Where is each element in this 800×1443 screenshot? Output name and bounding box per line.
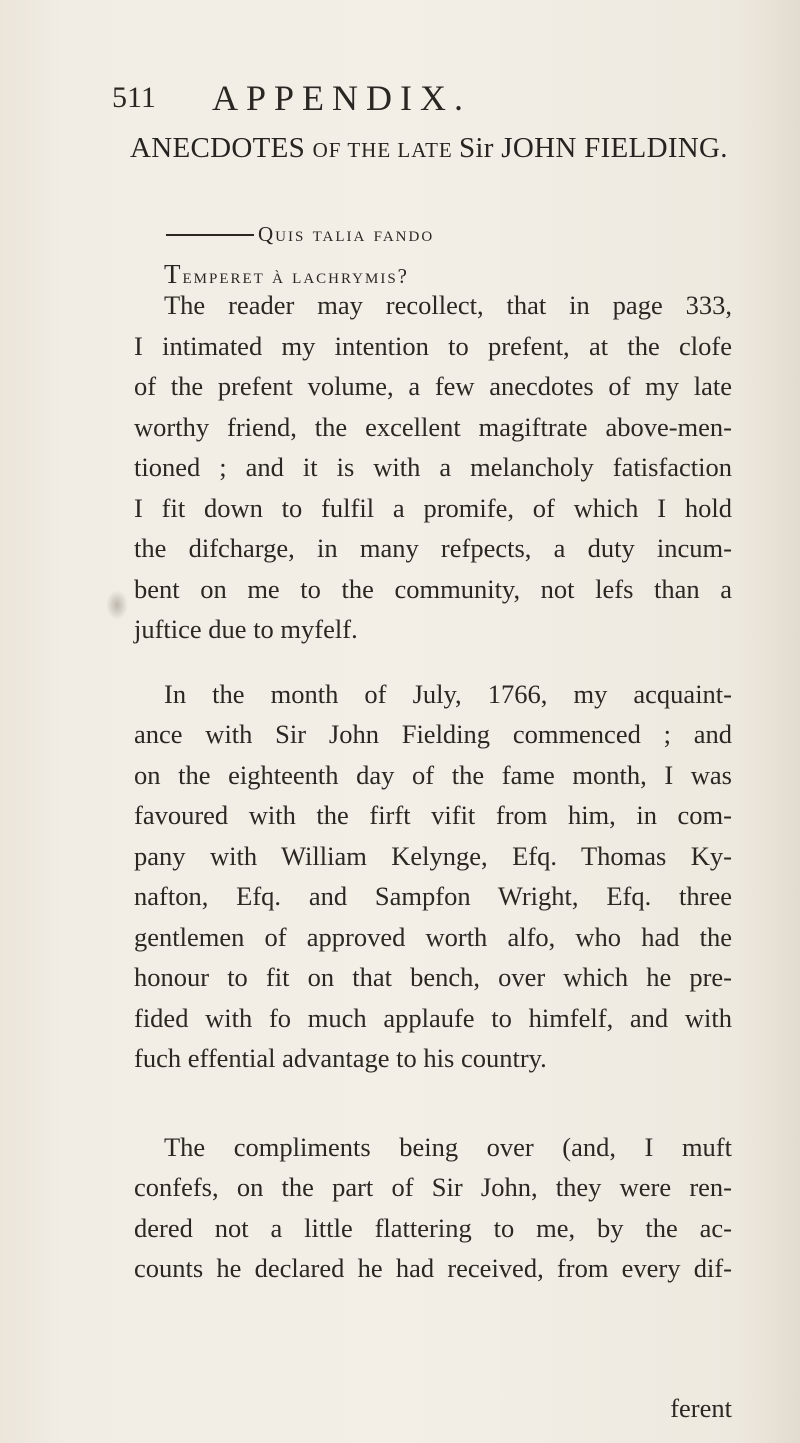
epigraph-initial: T (164, 259, 183, 289)
text-line: honour to fit on that bench, over which he pre- (134, 962, 732, 992)
text-line: The compliments being over (and, I muft (164, 1131, 732, 1162)
title-part-of-the-late: OF THE LATE (312, 138, 459, 162)
text-line: fided with fo much applaufe to himfelf, and with (134, 1002, 732, 1033)
text-line: favoured with the firft vifit from him, in com- (134, 800, 732, 830)
text-line: juftice due to myfelf. (134, 614, 358, 644)
text-line: In the month of July, 1766, my acquaint- (164, 678, 732, 709)
page-header (112, 78, 712, 128)
body-text (134, 285, 732, 1289)
text-line: fuch effential advantage to his country. (134, 1043, 547, 1073)
section-title (130, 130, 728, 168)
title-part-name: JOHN FIELDING. (501, 132, 728, 164)
epigraph-line-2-text: emperet à lachrymis? (182, 264, 410, 288)
text-line: confefs, on the part of Sir John, they were ren- (134, 1172, 732, 1202)
running-head: APPENDIX. (212, 78, 472, 118)
epigraph-dash (166, 234, 254, 236)
paragraph-1 (134, 285, 732, 650)
text-line: of the prefent volume, a few anecdotes of my late (134, 371, 732, 401)
epigraph-line-1 (166, 214, 434, 254)
text-line: I fit down to fulfil a promife, of which I hold (134, 492, 732, 523)
text-line: ance with Sir John Fielding commenced ; and (134, 719, 732, 749)
paragraph-3 (134, 1127, 732, 1289)
text-line: on the eighteenth day of the fame month, I was (134, 759, 732, 790)
ink-smudge (106, 590, 128, 620)
catchword: ferent (670, 1393, 732, 1423)
text-line: The reader may recollect, that in page 333, (164, 290, 732, 320)
text-line: the difcharge, in many refpects, a duty incum- (134, 533, 732, 563)
text-line: gentlemen of approved worth alfo, who had the (134, 921, 732, 952)
text-line: counts he declared he had received, from every dif- (134, 1253, 732, 1283)
title-part-sir: Sir (459, 132, 502, 164)
epigraph (166, 214, 434, 296)
epigraph-line-1-text: Quis talia fando (258, 222, 435, 246)
title-part-anecdotes: ANECDOTES (130, 132, 313, 164)
page-number: 511 (112, 81, 156, 114)
text-line: I intimated my intention to prefent, at the clofe (134, 330, 732, 361)
text-line: dered not a little flattering to me, by the ac- (134, 1212, 732, 1243)
text-line: pany with William Kelynge, Efq. Thomas Ky- (134, 840, 732, 871)
paragraph-2 (134, 674, 732, 1079)
text-line: nafton, Efq. and Sampfon Wright, Efq. three (134, 881, 732, 911)
text-line: bent on me to the community, not lefs than a (134, 573, 732, 604)
text-line: tioned ; and it is with a melancholy fatisfaction (134, 452, 732, 482)
text-line: worthy friend, the excellent magiftrate above-men- (134, 411, 732, 442)
